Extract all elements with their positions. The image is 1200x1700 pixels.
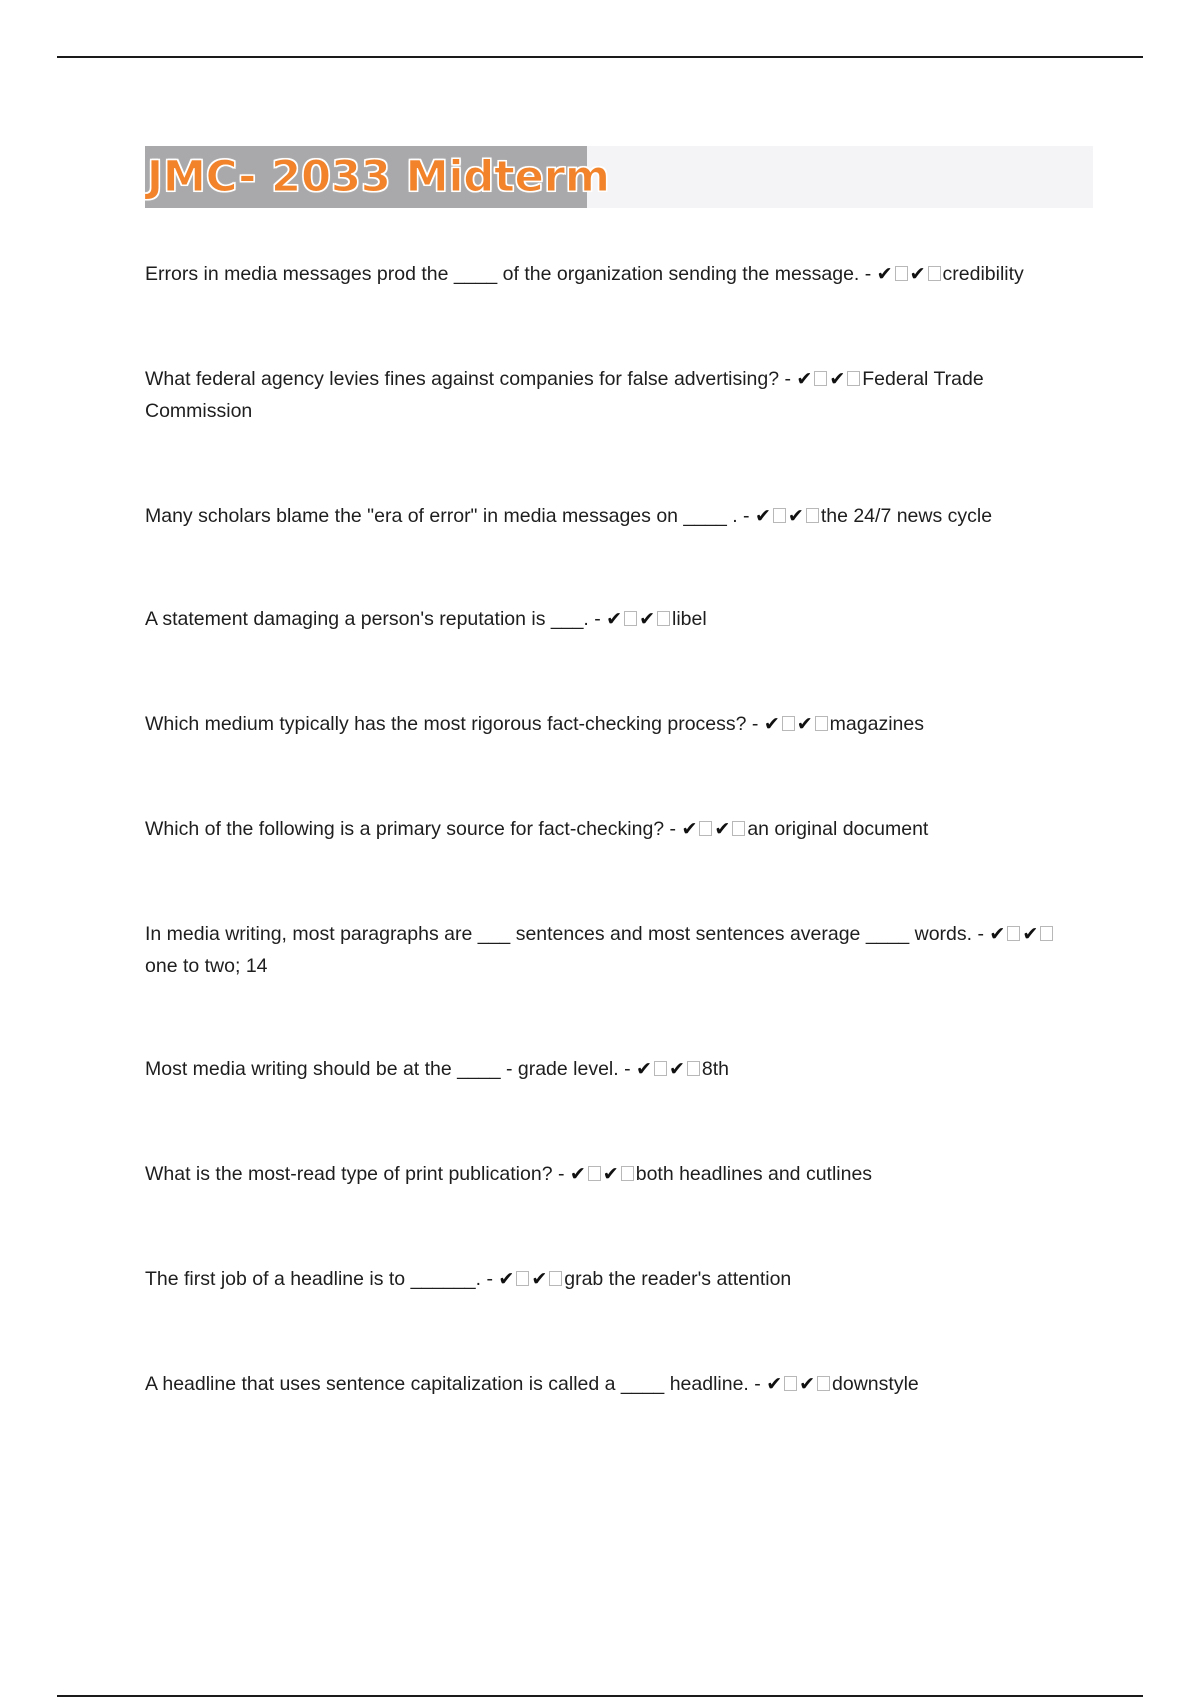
top-rule — [57, 56, 1143, 58]
box-icon — [1040, 926, 1053, 941]
check-icon: ✔ — [498, 1268, 515, 1290]
check-icon: ✔ — [531, 1268, 548, 1290]
box-icon — [549, 1271, 562, 1286]
box-icon — [699, 821, 712, 836]
answer-text: one to two; 14 — [145, 955, 268, 977]
box-icon — [817, 1376, 830, 1391]
box-icon — [654, 1061, 667, 1076]
question-text: Which medium typically has the most rigorous fact-checking process? - — [145, 713, 764, 735]
check-icon: ✔ — [636, 1058, 652, 1080]
question-text: What federal agency levies fines against companies for false advertising? - — [145, 368, 797, 390]
box-icon — [687, 1061, 700, 1076]
box-icon — [782, 716, 795, 731]
check-icon: ✔ — [829, 368, 846, 390]
qa-item — [145, 813, 1085, 845]
document-title: JMC- 2033 Midterm — [147, 152, 610, 202]
answer-text: downstyle — [832, 1373, 919, 1395]
bottom-rule — [57, 1695, 1143, 1697]
answer-text: both headlines and cutlines — [635, 1163, 873, 1185]
check-icon: ✔ — [799, 1373, 816, 1395]
check-icon: ✔ — [681, 818, 698, 840]
box-icon — [815, 716, 828, 731]
qa-item — [145, 603, 1085, 635]
check-icon: ✔ — [766, 1373, 783, 1395]
check-icon: ✔ — [909, 263, 926, 285]
box-icon — [806, 508, 819, 523]
check-icon: ✔ — [763, 713, 780, 735]
qa-item — [145, 918, 1085, 982]
question-text: Errors in media messages prod the ____ of the organization sending the message. - — [145, 263, 877, 285]
box-icon — [1007, 926, 1020, 941]
box-icon — [773, 508, 786, 523]
box-icon — [814, 371, 827, 386]
check-icon: ✔ — [876, 263, 893, 285]
check-icon: ✔ — [796, 368, 813, 390]
question-text: A headline that uses sentence capitalization is called a ____ headline. - — [145, 1373, 767, 1395]
box-icon — [928, 266, 941, 281]
answer-text: magazines — [829, 713, 924, 735]
check-icon: ✔ — [602, 1163, 619, 1185]
box-icon — [847, 371, 860, 386]
qa-item — [145, 1158, 1085, 1190]
box-icon — [732, 821, 745, 836]
box-icon — [516, 1271, 529, 1286]
check-icon: ✔ — [639, 608, 656, 630]
question-text: Most media writing should be at the ____ - grade level. - — [145, 1058, 637, 1080]
check-icon: ✔ — [606, 608, 623, 630]
question-text: Which of the following is a primary source for fact-checking? - — [145, 818, 682, 840]
answer-text: grab the reader's attention — [564, 1268, 792, 1290]
check-icon: ✔ — [714, 818, 731, 840]
qa-item — [145, 258, 1085, 290]
question-text: What is the most-read type of print publication? - — [145, 1163, 570, 1185]
answer-text: Federal Trade Commission — [145, 368, 984, 422]
answer-text: the 24/7 news cycle — [820, 505, 993, 527]
answer-text: 8th — [701, 1058, 729, 1080]
qa-item — [145, 1053, 1085, 1085]
check-icon: ✔ — [1022, 923, 1039, 945]
answer-text: credibility — [942, 263, 1024, 285]
check-icon: ✔ — [668, 1058, 685, 1080]
box-icon — [784, 1376, 797, 1391]
qa-item — [145, 1263, 1085, 1295]
box-icon — [657, 611, 670, 626]
question-text: A statement damaging a person's reputation is ___. - — [145, 608, 607, 630]
check-icon: ✔ — [796, 713, 813, 735]
question-text: Many scholars blame the "era of error" in media messages on ____ . - — [145, 505, 755, 527]
box-icon — [895, 266, 908, 281]
title-box — [145, 146, 610, 208]
box-icon — [588, 1166, 601, 1181]
qa-item — [145, 1368, 1085, 1400]
check-icon: ✔ — [787, 505, 804, 527]
answer-text: libel — [672, 608, 707, 630]
qa-item — [145, 363, 1085, 427]
question-text: The first job of a headline is to ______. - — [145, 1268, 499, 1290]
box-icon — [624, 611, 637, 626]
box-icon — [621, 1166, 634, 1181]
qa-item — [145, 500, 1085, 532]
check-icon: ✔ — [989, 923, 1006, 945]
check-icon: ✔ — [754, 505, 771, 527]
check-icon: ✔ — [569, 1163, 586, 1185]
qa-item — [145, 708, 1085, 740]
answer-text: an original document — [747, 818, 929, 840]
question-text: In media writing, most paragraphs are ___ sentences and most sentences average ____ words. - — [145, 923, 990, 945]
